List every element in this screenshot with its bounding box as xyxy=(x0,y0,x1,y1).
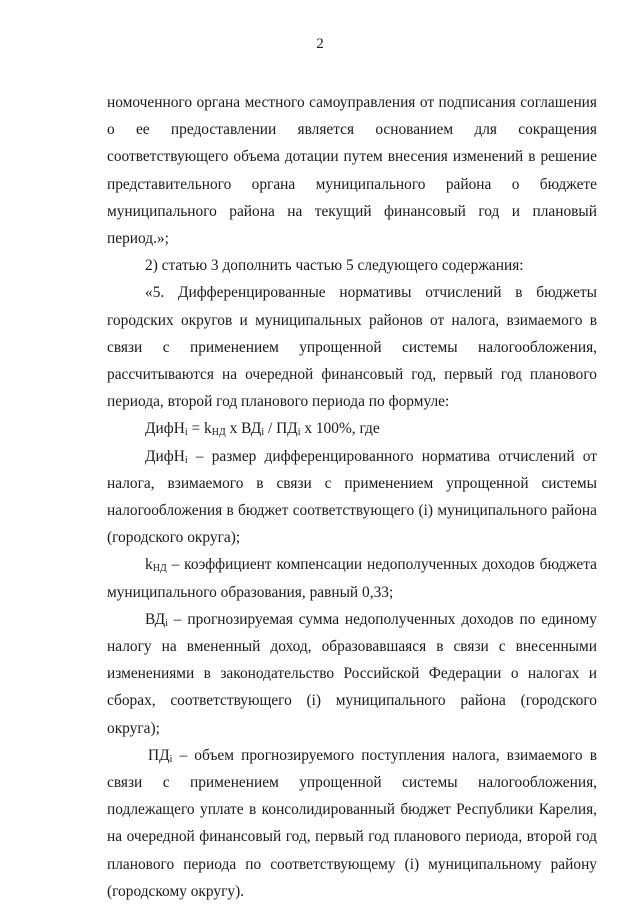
formula-sub-nd: НД xyxy=(211,427,226,439)
term-pd-sub: i xyxy=(169,753,173,765)
paragraph-part-5: «5. Дифференцированные нормативы отчислений в бюджеты городских округов и муниципальных районов от налога, взимаемого в связи с применением упрощенной системы налогообложения, рассчитываются на очередной финансовый год, первый год планового периода, второй год планового периода по формуле: xyxy=(107,284,597,411)
page-number: 2 xyxy=(316,36,324,52)
definition-pd xyxy=(107,742,597,905)
document-body xyxy=(107,89,597,905)
formula-sub-i: i xyxy=(184,427,188,439)
definition-difn xyxy=(107,443,597,552)
term-difn-sub: i xyxy=(184,454,188,466)
term-pd: ПД xyxy=(148,746,170,764)
formula-eq-k: = k xyxy=(187,420,212,438)
formula-dif: ДифН xyxy=(145,420,185,438)
term-knd-sub: НД xyxy=(152,563,167,575)
formula-sub-i-2: i xyxy=(261,427,265,439)
paragraph-amendment-item-2: 2) статью 3 дополнить частью 5 следующего содержания: xyxy=(145,257,524,275)
formula-sub-i-3: i xyxy=(297,427,301,439)
formula-vd: х ВД xyxy=(225,420,262,438)
term-knd: k xyxy=(145,556,153,574)
definition-pd-text: – объем прогнозируемого поступления налога, взимаемого в связи с применением упрощенной системы налогообложения, подлежащего уплате в консолидированный бюджет Республики Карелия, на очередной финансовый год, первый год планового периода, второй год планового периода по соответствующему (i) муниципальному району (городскому округу). xyxy=(107,746,597,900)
definition-knd-text: – коэффициент компенсации недополученных доходов бюджета муниципального образования, равный 0,33; xyxy=(107,556,597,601)
term-vd-sub: i xyxy=(165,617,168,629)
term-vd: ВД xyxy=(145,610,166,628)
formula-pd: / ПД xyxy=(264,420,298,438)
definition-knd xyxy=(107,551,597,605)
definition-difn-text: – размер дифференцированного норматива отчислений от налога, взимаемого в связи с применением упрощенной системы налогообложения в бюджет соответствующего (i) муниципального района (городского округа); xyxy=(107,447,597,547)
term-difn: ДифН xyxy=(145,447,185,465)
formula-tail: х 100%, где xyxy=(300,420,380,438)
definition-vd xyxy=(107,606,597,742)
paragraph-continuation: номоченного органа местного самоуправления от подписания соглашения о ее предоставлении является основанием для сокращения соответствующего объема дотации путем внесения изменений в решение представительного органа муниципального района о бюджете муниципального района на текущий финансовый год и плановый период.»; xyxy=(107,94,597,248)
formula-line xyxy=(107,415,597,442)
definition-vd-text: – прогнозируемая сумма недополученных доходов по единому налогу на вмененный доход, образовавшаяся в связи с внесенными изменениями в законодательство Российской Федерации о налогах и сборах, соответствующего (i) муниципального района (городского округа); xyxy=(107,610,597,737)
